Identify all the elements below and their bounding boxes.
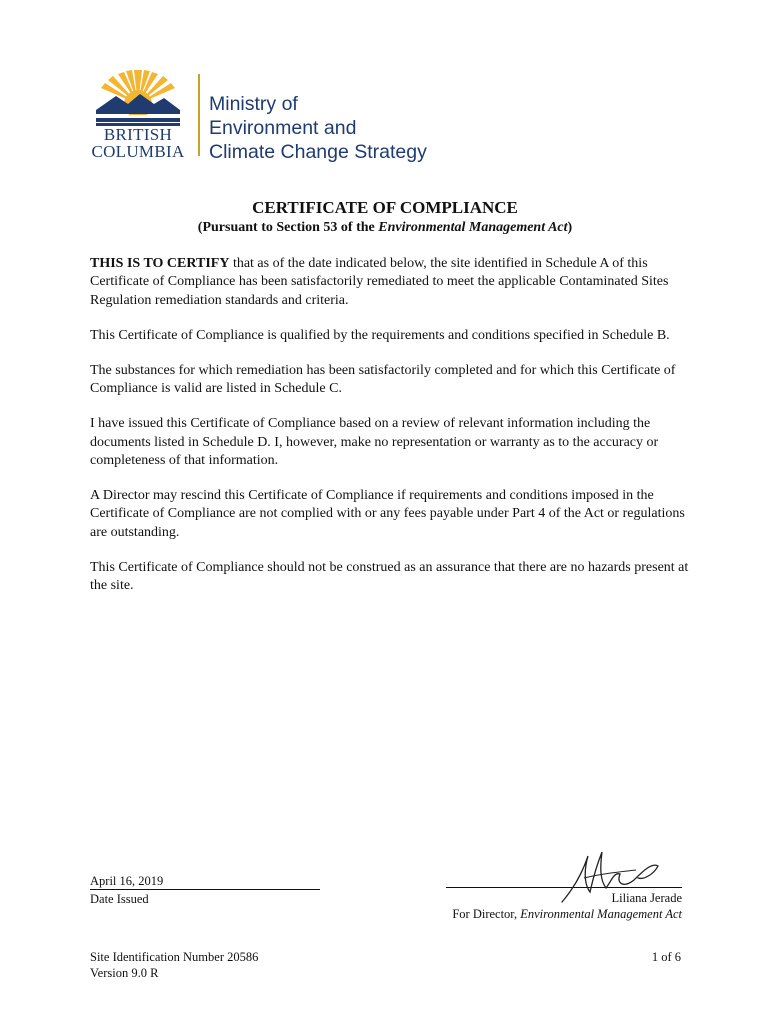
signer-title-prefix: For Director, bbox=[452, 907, 521, 921]
date-issued-block bbox=[90, 874, 320, 908]
ministry-name bbox=[209, 92, 427, 164]
signer-title bbox=[452, 906, 682, 922]
date-issued-label: Date Issued bbox=[90, 892, 149, 906]
bc-wordmark-line2: COLUMBIA bbox=[91, 142, 185, 161]
signer-name: Liliana Jerade bbox=[611, 891, 682, 905]
site-identification-number: Site Identification Number 20586 bbox=[90, 950, 259, 964]
footer-site-info bbox=[90, 950, 258, 981]
paragraph-rescind: A Director may rescind this Certificate of Compliance if requirements and conditions imposed in the Certificate of Compliance are not complied with or any fees payable under Part 4 of the Act or regulations are outstanding. bbox=[90, 488, 685, 540]
certificate-body bbox=[90, 255, 690, 612]
version-label: Version 9.0 R bbox=[90, 965, 159, 980]
page-number: 1 of 6 bbox=[651, 950, 681, 964]
certificate-title: CERTIFICATE OF COMPLIANCE bbox=[252, 198, 518, 217]
signer-title-act: Environmental Management Act bbox=[520, 907, 682, 921]
certificate-subtitle bbox=[0, 220, 770, 236]
paragraph-schedule-c: The substances for which remediation has been satisfactorily completed and for which this Certificate of Compliance is valid are listed in Schedule C. bbox=[90, 362, 676, 397]
ministry-logo bbox=[88, 70, 427, 165]
subtitle-suffix: ) bbox=[567, 220, 573, 235]
paragraph-schedule-d: I have issued this Certificate of Compliance based on a review of relevant information including the documents listed in Schedule D. I, however, make no representation or warranty as to the accuracy or completeness of that information. bbox=[90, 416, 659, 469]
bc-sun-mountain-logo-icon bbox=[88, 70, 188, 130]
certify-text: that as of the date indicated below, the site identified in Schedule A of this Certificate of Compliance has been satisfactorily remediated to meet the applicable Contaminated Sites Regulation remediation standards and criteria. bbox=[90, 256, 669, 308]
paragraph-hazards: This Certificate of Compliance should not be construed as an assurance that there are no hazards present at the site. bbox=[90, 559, 689, 594]
ministry-name-line2: Environment and bbox=[209, 117, 357, 139]
signature-block bbox=[446, 844, 682, 924]
ministry-name-line3: Climate Change Strategy bbox=[209, 141, 427, 163]
subtitle-prefix: (Pursuant to Section 53 of the bbox=[197, 220, 379, 235]
bc-wordmark bbox=[88, 126, 188, 160]
bc-wordmark-line1: BRITISH bbox=[103, 125, 173, 144]
date-issued-value: April 16, 2019 bbox=[90, 874, 320, 890]
ministry-name-line1: Ministry of bbox=[209, 93, 298, 115]
paragraph-certify bbox=[90, 255, 690, 310]
certify-lead: THIS IS TO CERTIFY bbox=[90, 256, 230, 271]
subtitle-act-name: Environmental Management Act bbox=[378, 220, 568, 235]
paragraph-schedule-b: This Certificate of Compliance is qualified by the requirements and conditions specified in Schedule B. bbox=[90, 327, 670, 343]
logo-divider bbox=[198, 74, 200, 156]
